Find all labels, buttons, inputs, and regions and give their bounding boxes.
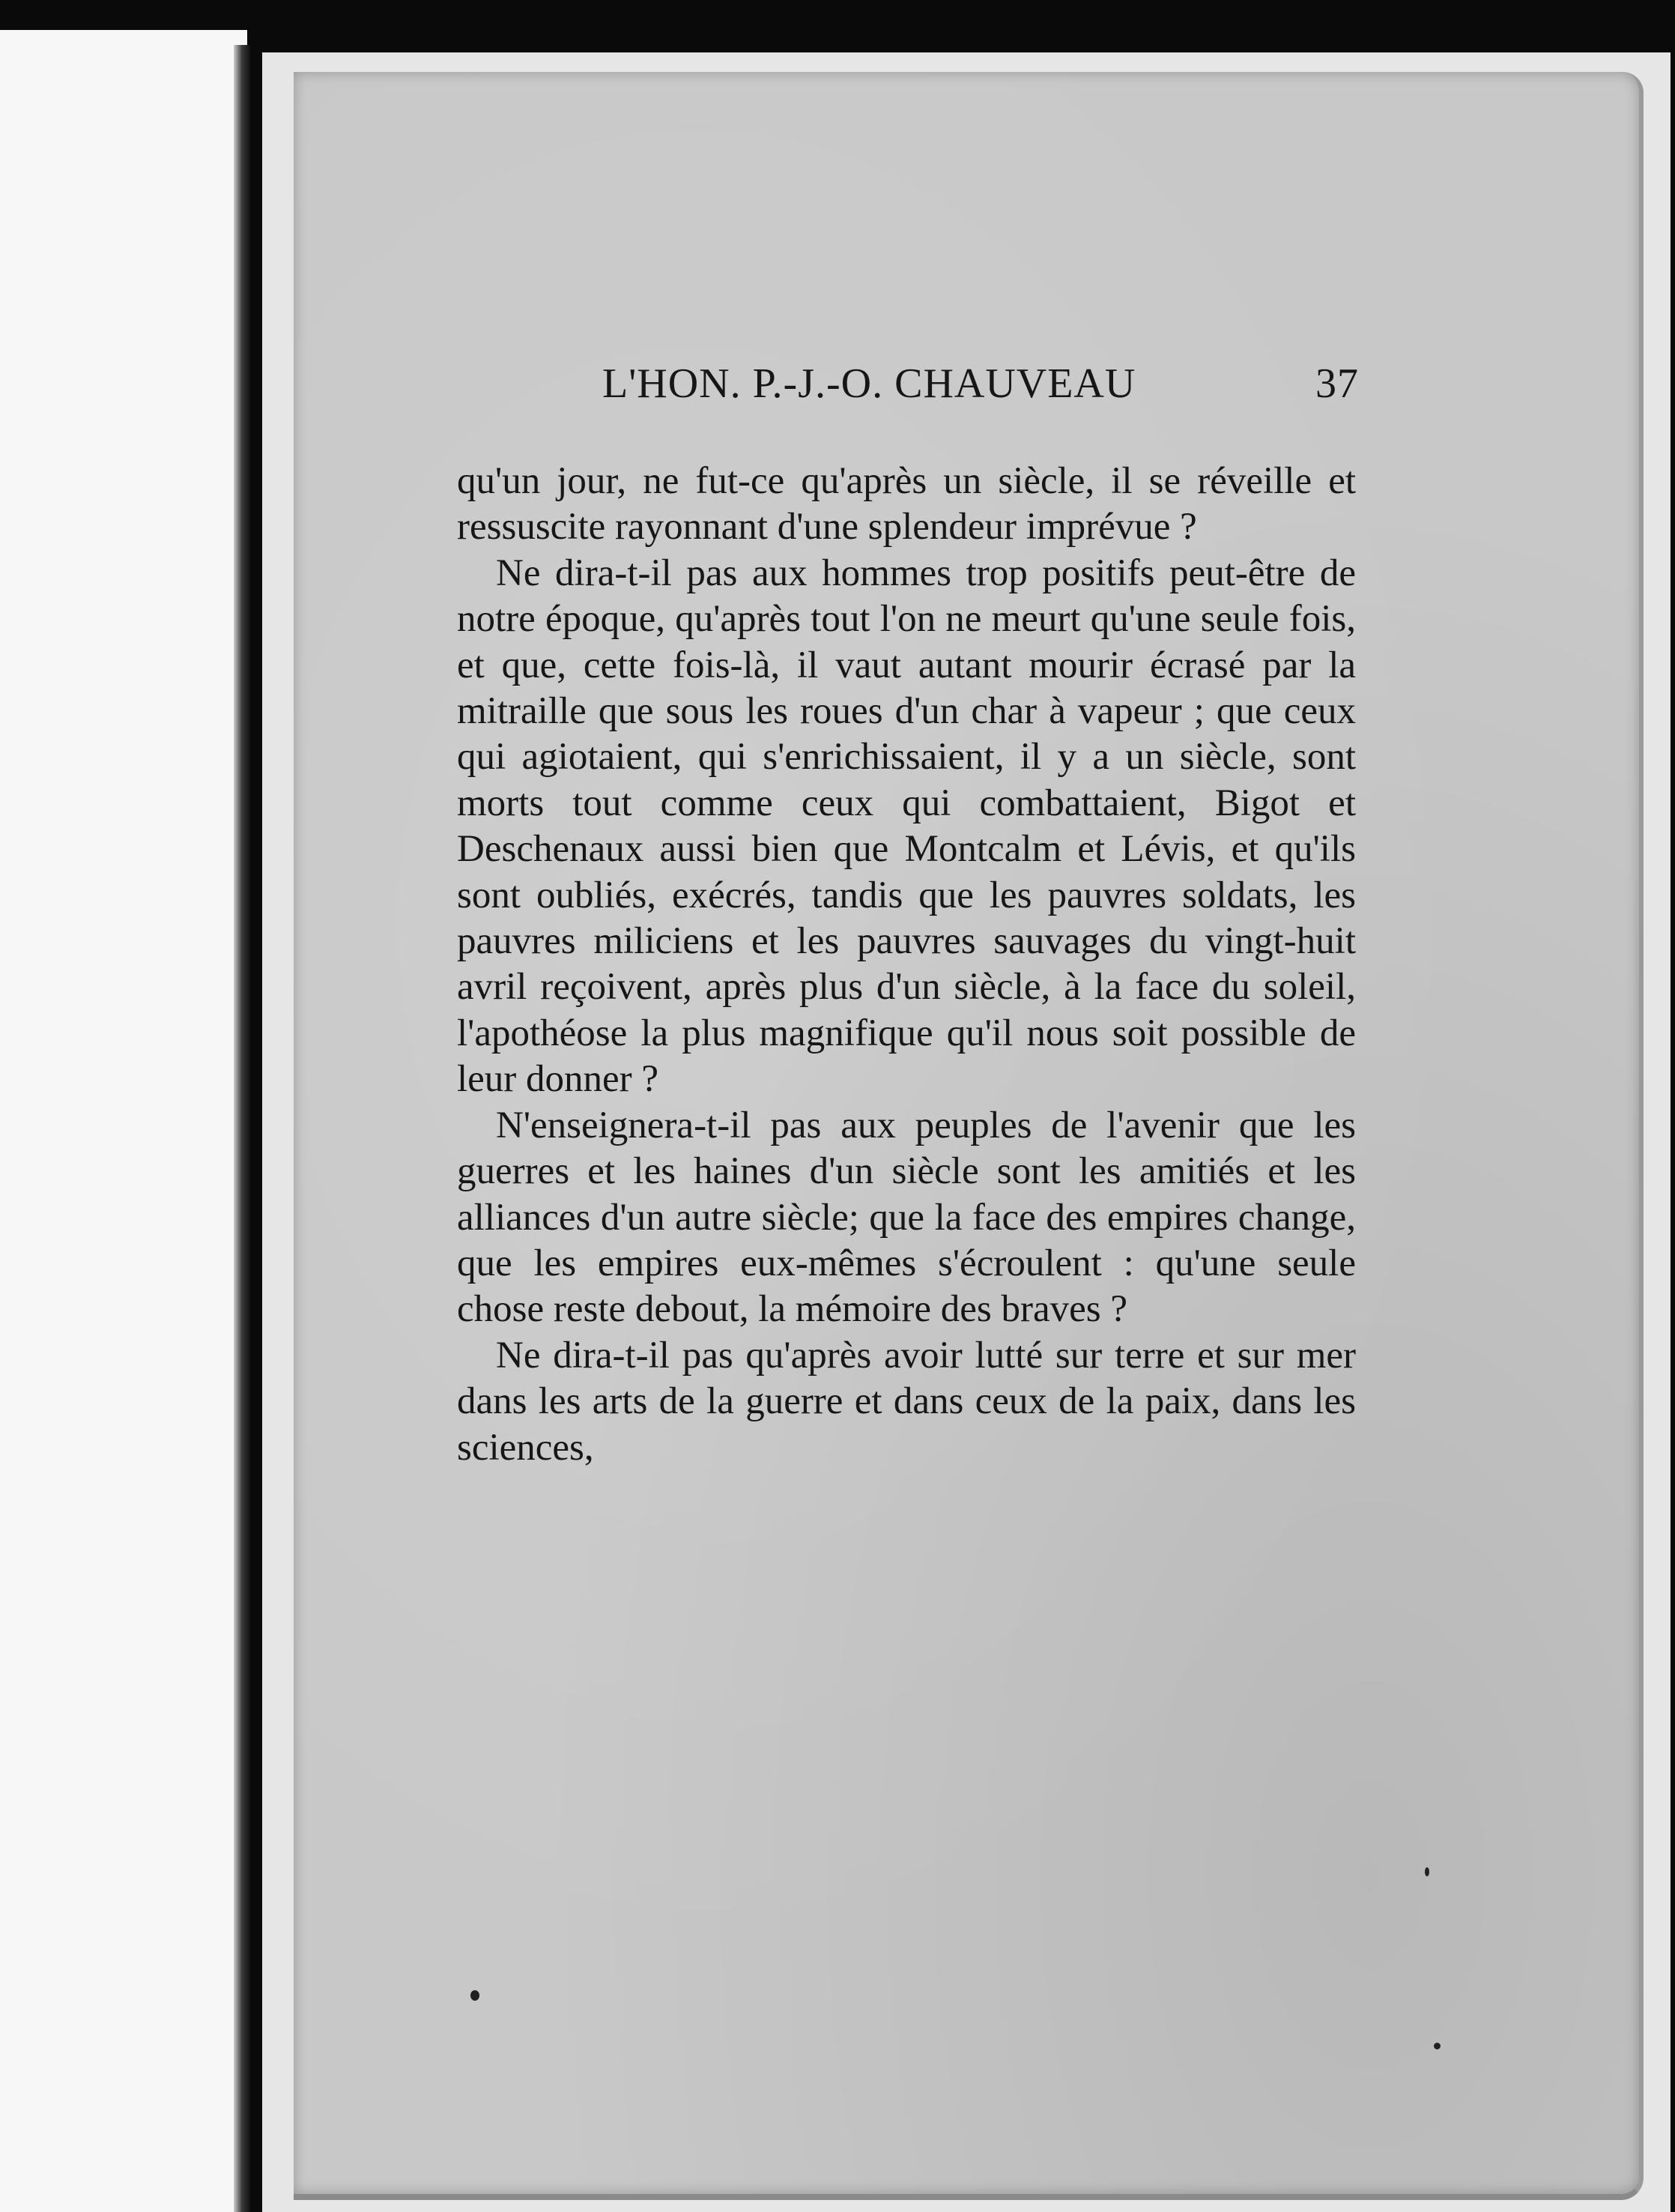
ink-speck	[1434, 2043, 1441, 2049]
page-number: 37	[1315, 360, 1359, 407]
book-spine-shadow	[234, 45, 250, 2212]
paragraph: N'enseignera-t-il pas aux peuples de l'avenir que les guerres et les haines d'un siècle sont les amitiés et les alliances d'un autre siècle; que la face des empires change, que les empires eux-mêmes s'écroulent : qu'une seule chose reste debout, la mémoire des braves ?	[457, 1104, 1356, 1331]
running-header	[602, 360, 1359, 420]
body-text	[457, 459, 1356, 1471]
running-title: L'HON. P.-J.-O. CHAUVEAU	[602, 360, 1136, 407]
facing-page-edge	[0, 30, 247, 2212]
paragraph: Ne dira-t-il pas aux hommes trop positifs peut-être de notre époque, qu'après tout l'on ne meurt qu'une seule fois, et que, cette fois-là, il vaut autant mourir écrasé par la mitraille que sous les roues d'un char à vapeur ; que ceux qui agiotaient, qui s'enrichissaient, il y a un siècle, sont morts tout comme ceux qui combattaient, Bigot et Deschenaux aussi bien que Montcalm et Lévis, et qu'ils sont oubliés, exécrés, tandis que les pauvres soldats, les pauvres miliciens et les pauvres sauvages du vingt-huit avril reçoivent, après plus d'un siècle, à la face du soleil, l'apothéose la plus magnifique qu'il nous soit possible de leur donner ?	[457, 552, 1356, 1101]
ink-speck	[470, 1990, 479, 2001]
paragraph: Ne dira-t-il pas qu'après avoir lutté sur terre et sur mer dans les arts de la guerre et dans ceux de la paix, dans les sciences,	[457, 1334, 1356, 1469]
paragraph: qu'un jour, ne fut-ce qu'après un siècle, il se réveille et ressuscite rayonnant d'une splendeur imprévue ?	[457, 460, 1356, 549]
ink-speck	[1425, 1867, 1429, 1876]
